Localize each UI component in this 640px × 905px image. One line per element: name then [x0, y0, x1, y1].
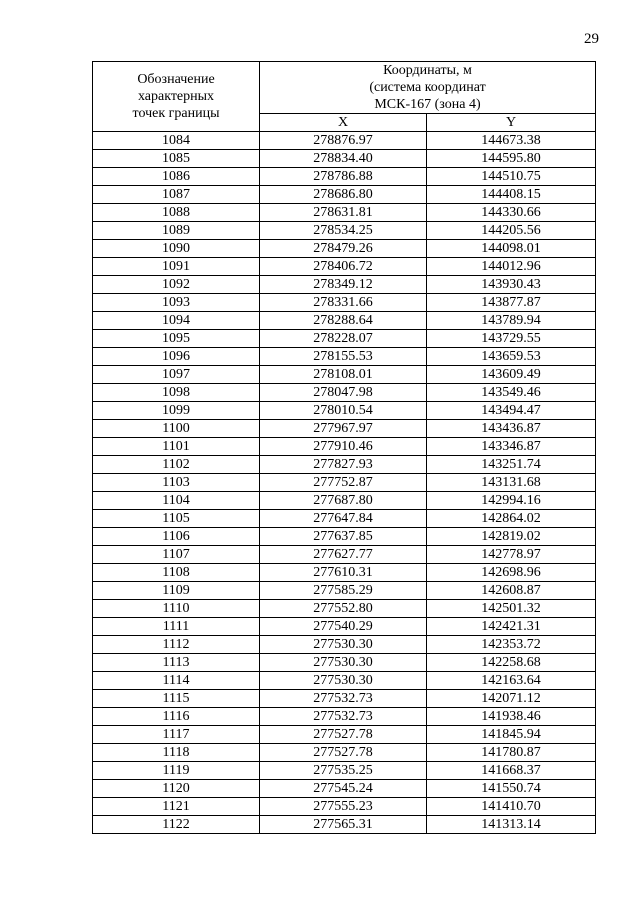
point-cell: 1104 — [93, 492, 260, 510]
x-cell: 277530.30 — [260, 654, 427, 672]
table-header — [93, 62, 596, 132]
y-cell: 143729.55 — [427, 330, 596, 348]
x-cell: 277530.30 — [260, 636, 427, 654]
point-cell: 1114 — [93, 672, 260, 690]
point-cell: 1113 — [93, 654, 260, 672]
point-cell: 1096 — [93, 348, 260, 366]
table-row — [93, 402, 596, 420]
y-cell: 143494.47 — [427, 402, 596, 420]
point-cell: 1101 — [93, 438, 260, 456]
x-cell: 278155.53 — [260, 348, 427, 366]
table-row — [93, 132, 596, 150]
y-cell: 144510.75 — [427, 168, 596, 186]
point-cell: 1084 — [93, 132, 260, 150]
table-row — [93, 420, 596, 438]
point-cell: 1089 — [93, 222, 260, 240]
table-row — [93, 474, 596, 492]
x-cell: 277910.46 — [260, 438, 427, 456]
table-row — [93, 258, 596, 276]
table-row — [93, 744, 596, 762]
point-cell: 1118 — [93, 744, 260, 762]
y-cell: 142501.32 — [427, 600, 596, 618]
x-cell: 278047.98 — [260, 384, 427, 402]
point-cell: 1115 — [93, 690, 260, 708]
y-cell: 141313.14 — [427, 816, 596, 834]
coords-header-line: Координаты, м — [383, 63, 472, 78]
point-cell: 1093 — [93, 294, 260, 312]
point-cell: 1091 — [93, 258, 260, 276]
x-cell: 277527.78 — [260, 726, 427, 744]
y-cell: 143609.49 — [427, 366, 596, 384]
x-cell: 277532.73 — [260, 690, 427, 708]
table-row — [93, 438, 596, 456]
table-row — [93, 654, 596, 672]
point-cell: 1105 — [93, 510, 260, 528]
x-cell: 277555.23 — [260, 798, 427, 816]
point-cell: 1092 — [93, 276, 260, 294]
x-cell: 277535.25 — [260, 762, 427, 780]
point-cell: 1090 — [93, 240, 260, 258]
point-cell: 1088 — [93, 204, 260, 222]
table-row — [93, 366, 596, 384]
table-row — [93, 564, 596, 582]
page-number: 29 — [584, 31, 599, 47]
x-cell: 278479.26 — [260, 240, 427, 258]
coordinates-table — [92, 61, 596, 834]
table-row — [93, 222, 596, 240]
y-cell: 144673.38 — [427, 132, 596, 150]
y-cell: 143549.46 — [427, 384, 596, 402]
table-row — [93, 330, 596, 348]
y-cell: 143930.43 — [427, 276, 596, 294]
x-cell: 278834.40 — [260, 150, 427, 168]
y-cell: 143877.87 — [427, 294, 596, 312]
point-header-line: точек границы — [132, 106, 220, 121]
x-cell: 277565.31 — [260, 816, 427, 834]
x-cell: 278010.54 — [260, 402, 427, 420]
point-cell: 1112 — [93, 636, 260, 654]
point-cell: 1106 — [93, 528, 260, 546]
y-cell: 144330.66 — [427, 204, 596, 222]
point-cell: 1122 — [93, 816, 260, 834]
table-row — [93, 276, 596, 294]
point-cell: 1099 — [93, 402, 260, 420]
x-cell: 278631.81 — [260, 204, 427, 222]
table-row — [93, 690, 596, 708]
table-row — [93, 150, 596, 168]
y-cell: 142163.64 — [427, 672, 596, 690]
x-cell: 277827.93 — [260, 456, 427, 474]
point-cell: 1117 — [93, 726, 260, 744]
x-cell: 277552.80 — [260, 600, 427, 618]
table-row — [93, 708, 596, 726]
point-cell: 1121 — [93, 798, 260, 816]
table-row — [93, 816, 596, 834]
x-cell: 277585.29 — [260, 582, 427, 600]
y-cell: 142819.02 — [427, 528, 596, 546]
x-cell: 278786.88 — [260, 168, 427, 186]
y-cell: 141550.74 — [427, 780, 596, 798]
x-cell: 277610.31 — [260, 564, 427, 582]
point-cell: 1109 — [93, 582, 260, 600]
table-row — [93, 312, 596, 330]
table-row — [93, 762, 596, 780]
y-cell: 144408.15 — [427, 186, 596, 204]
table-row — [93, 600, 596, 618]
point-cell: 1102 — [93, 456, 260, 474]
point-cell: 1110 — [93, 600, 260, 618]
y-cell: 142071.12 — [427, 690, 596, 708]
y-cell: 141845.94 — [427, 726, 596, 744]
table-row — [93, 798, 596, 816]
y-cell: 142353.72 — [427, 636, 596, 654]
point-cell: 1100 — [93, 420, 260, 438]
point-cell: 1107 — [93, 546, 260, 564]
x-cell: 278406.72 — [260, 258, 427, 276]
y-cell: 143659.53 — [427, 348, 596, 366]
y-cell: 142608.87 — [427, 582, 596, 600]
table-row — [93, 204, 596, 222]
point-cell: 1103 — [93, 474, 260, 492]
point-cell: 1098 — [93, 384, 260, 402]
x-cell: 277687.80 — [260, 492, 427, 510]
table-row — [93, 780, 596, 798]
y-column-header: Y — [427, 114, 596, 132]
y-cell: 141938.46 — [427, 708, 596, 726]
point-cell: 1087 — [93, 186, 260, 204]
x-cell: 277967.97 — [260, 420, 427, 438]
y-cell: 143251.74 — [427, 456, 596, 474]
table-row — [93, 168, 596, 186]
point-header-line: характерных — [137, 89, 215, 104]
point-cell: 1095 — [93, 330, 260, 348]
y-cell: 143346.87 — [427, 438, 596, 456]
y-cell: 144098.01 — [427, 240, 596, 258]
point-cell: 1097 — [93, 366, 260, 384]
table-row — [93, 636, 596, 654]
x-cell: 277545.24 — [260, 780, 427, 798]
y-cell: 141668.37 — [427, 762, 596, 780]
y-cell: 141410.70 — [427, 798, 596, 816]
x-cell: 278228.07 — [260, 330, 427, 348]
table-row — [93, 186, 596, 204]
x-cell: 278108.01 — [260, 366, 427, 384]
y-cell: 143131.68 — [427, 474, 596, 492]
table-row — [93, 456, 596, 474]
table-row — [93, 672, 596, 690]
x-cell: 278331.66 — [260, 294, 427, 312]
point-cell: 1111 — [93, 618, 260, 636]
point-cell: 1116 — [93, 708, 260, 726]
y-cell: 141780.87 — [427, 744, 596, 762]
x-cell: 277647.84 — [260, 510, 427, 528]
x-cell: 277540.29 — [260, 618, 427, 636]
table-row — [93, 492, 596, 510]
y-cell: 144595.80 — [427, 150, 596, 168]
x-cell: 277527.78 — [260, 744, 427, 762]
x-cell: 277627.77 — [260, 546, 427, 564]
y-cell: 142994.16 — [427, 492, 596, 510]
y-cell: 142864.02 — [427, 510, 596, 528]
x-cell: 278349.12 — [260, 276, 427, 294]
y-cell: 143436.87 — [427, 420, 596, 438]
y-cell: 142421.31 — [427, 618, 596, 636]
y-cell: 144012.96 — [427, 258, 596, 276]
y-cell: 144205.56 — [427, 222, 596, 240]
coords-header-line: МСК-167 (зона 4) — [374, 97, 481, 112]
table-row — [93, 528, 596, 546]
x-cell: 277637.85 — [260, 528, 427, 546]
point-column-header — [93, 62, 260, 132]
coords-header-line: (система координат — [369, 80, 486, 95]
table-body — [93, 132, 596, 834]
point-cell: 1086 — [93, 168, 260, 186]
table-row — [93, 384, 596, 402]
point-cell: 1108 — [93, 564, 260, 582]
x-cell: 277532.73 — [260, 708, 427, 726]
y-cell: 142698.96 — [427, 564, 596, 582]
coordinates-column-header — [260, 62, 596, 114]
table-row — [93, 546, 596, 564]
point-cell: 1120 — [93, 780, 260, 798]
table-row — [93, 510, 596, 528]
x-cell: 278686.80 — [260, 186, 427, 204]
x-cell: 277752.87 — [260, 474, 427, 492]
y-cell: 143789.94 — [427, 312, 596, 330]
point-cell: 1094 — [93, 312, 260, 330]
y-cell: 142778.97 — [427, 546, 596, 564]
y-cell: 142258.68 — [427, 654, 596, 672]
x-cell: 277530.30 — [260, 672, 427, 690]
table-row — [93, 726, 596, 744]
table-row — [93, 294, 596, 312]
table-row — [93, 582, 596, 600]
x-cell: 278534.25 — [260, 222, 427, 240]
x-cell: 278876.97 — [260, 132, 427, 150]
x-cell: 278288.64 — [260, 312, 427, 330]
table-row — [93, 240, 596, 258]
point-cell: 1085 — [93, 150, 260, 168]
x-column-header: X — [260, 114, 427, 132]
point-cell: 1119 — [93, 762, 260, 780]
point-header-line: Обозначение — [137, 72, 215, 87]
table-row — [93, 618, 596, 636]
table-row — [93, 348, 596, 366]
